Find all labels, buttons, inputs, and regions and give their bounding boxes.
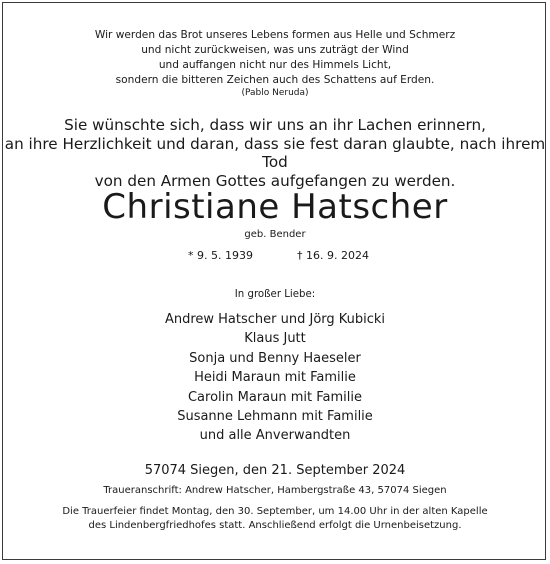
mourner-name: Sonja und Benny Haeseler xyxy=(189,350,361,366)
deceased-name: Christiane Hatscher xyxy=(102,187,448,227)
mourner-name: Susanne Lehmann mit Familie xyxy=(177,409,373,425)
poem-line: und nicht zurückweisen, was uns zuträgt der Wind xyxy=(141,44,409,56)
service-line: Die Trauerfeier findet Montag, den 30. September, um 14.00 Uhr in der alten Kapelle xyxy=(62,506,488,517)
mourner-name: und alle Anverwandten xyxy=(199,428,351,444)
mourners-intro: In großer Liebe: xyxy=(234,289,316,300)
service-info xyxy=(0,505,550,533)
born-name: geb. Bender xyxy=(244,229,306,240)
birth-date: * 9. 5. 1939 xyxy=(188,249,253,262)
place-date: 57074 Siegen, den 21. September 2024 xyxy=(144,463,406,478)
mourners-list xyxy=(0,310,550,446)
poem-line: Wir werden das Brot unseres Lebens formen aus Helle und Schmerz xyxy=(94,29,456,41)
service-line: des Lindenbergfriedhofes statt. Anschließend erfolgt die Urnenbeisetzung. xyxy=(88,520,462,531)
poem-attribution: (Pablo Neruda) xyxy=(241,88,309,98)
quote-line: von den Armen Gottes aufgefangen zu werden. xyxy=(94,171,456,190)
mourner-name: Carolin Maraun mit Familie xyxy=(187,389,362,405)
poem-line: sondern die bitteren Zeichen auch des Schattens auf Erden. xyxy=(115,74,435,86)
memorial-quote xyxy=(0,116,550,190)
death-date: † 16. 9. 2024 xyxy=(297,249,369,262)
quote-line: an ihre Herzlichkeit und daran, dass sie fest daran glaubte, nach ihrem Tod xyxy=(4,134,546,171)
mourner-name: Heidi Maraun mit Familie xyxy=(194,370,356,386)
mourning-address: Traueranschrift: Andrew Hatscher, Hambergstraße 43, 57074 Siegen xyxy=(103,485,447,496)
poem-line: und auffangen nicht nur des Himmels Licht, xyxy=(158,59,392,71)
life-dates xyxy=(0,249,550,263)
poem xyxy=(0,28,550,88)
quote-line: Sie wünschte sich, dass wir uns an ihr Lachen erinnern, xyxy=(64,116,486,134)
mourner-name: Andrew Hatscher und Jörg Kubicki xyxy=(164,312,386,327)
mourner-name: Klaus Jutt xyxy=(244,331,306,347)
